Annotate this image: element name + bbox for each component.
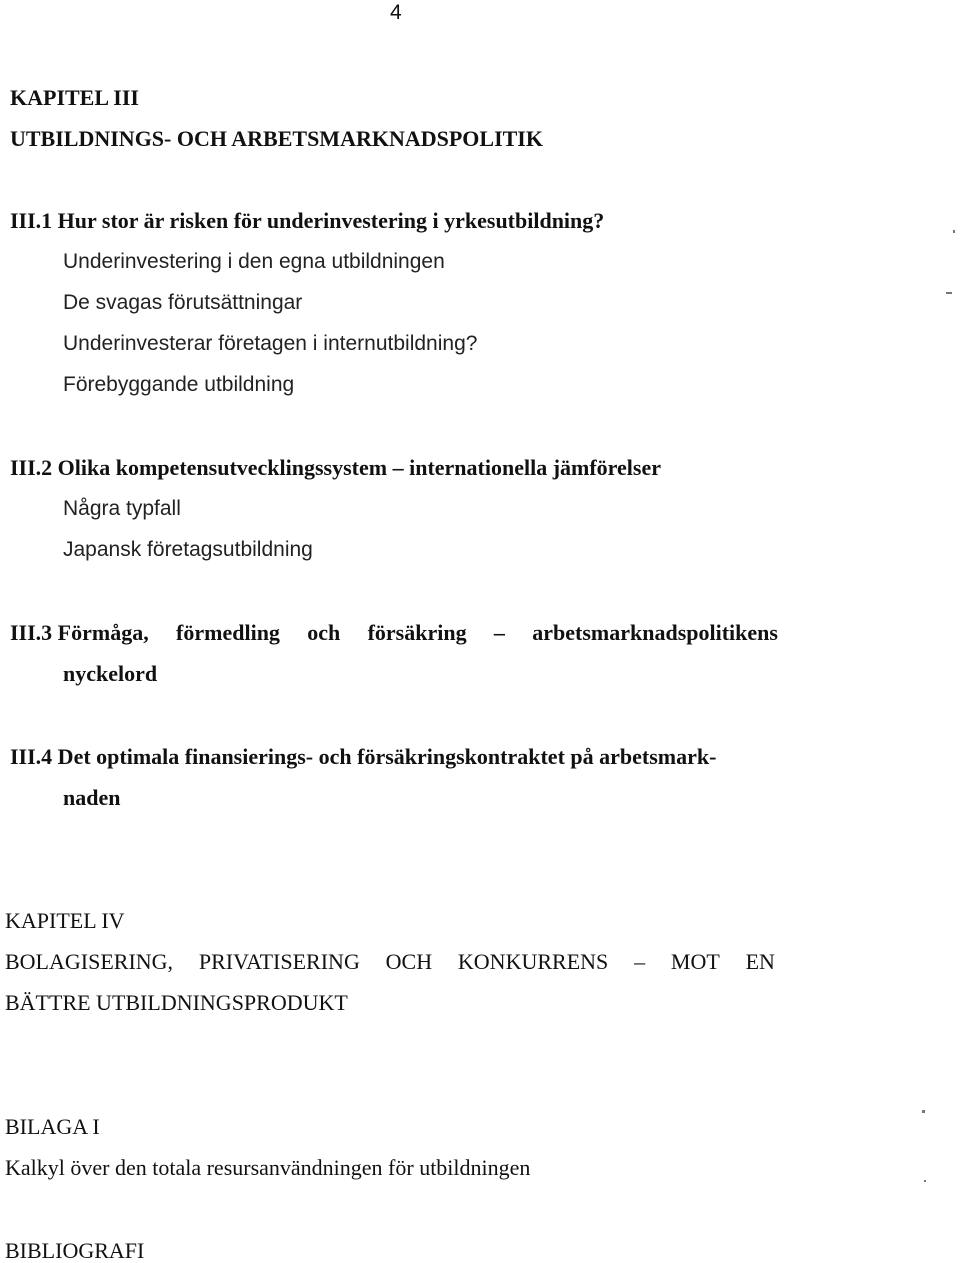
subsection-item: Några typfall <box>63 497 181 520</box>
scan-speck <box>922 1110 925 1113</box>
section-heading-continuation: nyckelord <box>63 661 158 686</box>
chapter-title: UTBILDNINGS- OCH ARBETSMARKNADSPOLITIK <box>10 126 543 151</box>
title-word: KONKURRENS <box>457 949 609 974</box>
subsection-item: Underinvesterar företagen i internutbildning? <box>63 332 478 355</box>
section-heading-continuation: naden <box>63 785 121 810</box>
section-heading: III.1 Hur stor är risken för underinvestering i yrkesutbildning? <box>10 208 605 233</box>
subsection-item: Förebyggande utbildning <box>63 373 295 396</box>
scan-speck <box>953 230 955 233</box>
title-word: EN <box>745 949 775 974</box>
section-heading: III.4 Det optimala finansierings- och försäkringskontraktet på arbetsmark- <box>10 744 717 769</box>
appendix-text: Kalkyl över den totala resursanvändningen för utbildningen <box>5 1155 531 1180</box>
heading-word: förmedling <box>176 620 280 645</box>
heading-word: III.3 Förmåga, <box>10 620 149 645</box>
chapter-label: KAPITEL III <box>10 85 139 110</box>
heading-word: försäkring <box>367 620 467 645</box>
section-heading: III.2 Olika kompetensutvecklingssystem – internationella jämförelser <box>10 455 662 480</box>
page-number: 4 <box>390 1 402 24</box>
subsection-item: De svagas förutsättningar <box>63 291 303 314</box>
title-word: – <box>634 949 646 974</box>
title-word: OCH <box>385 949 433 974</box>
title-word: PRIVATISERING <box>198 949 360 974</box>
chapter-label: KAPITEL IV <box>5 908 125 933</box>
bibliography-label: BIBLIOGRAFI <box>5 1238 145 1263</box>
scan-speck <box>924 1180 926 1182</box>
heading-word: och <box>307 620 341 645</box>
subsection-item: Underinvestering i den egna utbildningen <box>63 250 445 273</box>
heading-word: arbetsmarknadspolitikens <box>532 620 778 645</box>
scan-speck <box>946 292 952 294</box>
chapter-title-continuation: BÄTTRE UTBILDNINGSPRODUKT <box>5 990 348 1015</box>
appendix-label: BILAGA I <box>5 1114 100 1139</box>
subsection-item: Japansk företagsutbildning <box>63 538 313 561</box>
title-word: BOLAGISERING, <box>5 949 174 974</box>
heading-word: – <box>493 620 505 645</box>
title-word: MOT <box>670 949 720 974</box>
chapter-title <box>5 951 775 973</box>
section-heading <box>10 622 778 644</box>
